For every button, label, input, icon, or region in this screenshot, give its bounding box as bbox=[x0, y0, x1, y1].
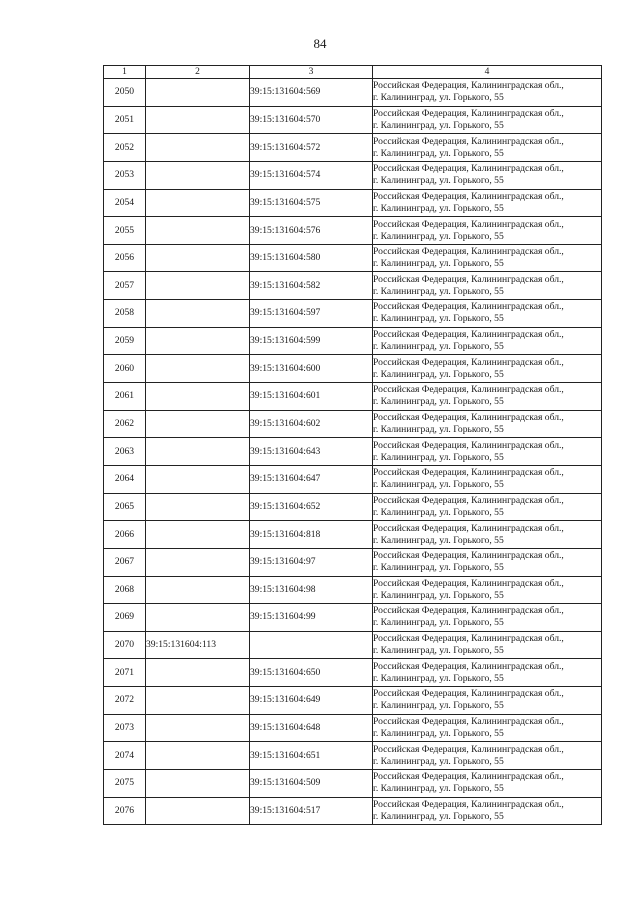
address-line-2: г. Калининград, ул. Горького, 55 bbox=[373, 506, 504, 518]
address-line-2: г. Калининград, ул. Горького, 55 bbox=[373, 562, 504, 574]
old-cadastral-number bbox=[146, 134, 250, 162]
address-line-2: г. Калининград, ул. Горького, 55 bbox=[373, 119, 504, 131]
table-row bbox=[104, 189, 602, 217]
row-number: 2061 bbox=[104, 383, 146, 411]
address-line-2: г. Калининград, ул. Горького, 55 bbox=[373, 202, 504, 214]
row-number: 2063 bbox=[104, 438, 146, 466]
address-cell bbox=[373, 604, 602, 632]
old-cadastral-number bbox=[146, 576, 250, 604]
address-line-1: Российская Федерация, Калининградская обл., bbox=[373, 688, 564, 700]
address-cell bbox=[373, 631, 602, 659]
cadastral-number: 39:15:131604:600 bbox=[250, 355, 373, 383]
address-line-1: Российская Федерация, Калининградская обл., bbox=[373, 246, 564, 258]
address-line-1: Российская Федерация, Калининградская обл., bbox=[373, 301, 564, 313]
cadastral-number: 39:15:131604:570 bbox=[250, 106, 373, 134]
address-cell bbox=[373, 438, 602, 466]
address-line-2: г. Калининград, ул. Горького, 55 bbox=[373, 424, 504, 435]
cadastral-number: 39:15:131604:601 bbox=[250, 383, 373, 411]
address-line-2: г. Калининград, ул. Горького, 55 bbox=[373, 534, 504, 546]
address-line-2: г. Калининград, ул. Горького, 55 bbox=[373, 672, 504, 684]
address-cell bbox=[373, 659, 602, 687]
old-cadastral-number bbox=[146, 189, 250, 217]
table-row bbox=[104, 79, 602, 107]
address-cell bbox=[373, 355, 602, 383]
row-number: 2058 bbox=[104, 300, 146, 328]
cadastral-number bbox=[250, 631, 373, 659]
address-line-1: Российская Федерация, Калининградская обл., bbox=[373, 107, 564, 119]
table-row bbox=[104, 355, 602, 383]
old-cadastral-number bbox=[146, 355, 250, 383]
address-line-2: г. Калининград, ул. Горького, 55 bbox=[373, 258, 504, 270]
table-row bbox=[104, 134, 602, 162]
address-line-1: Российская Федерация, Калининградская обл., bbox=[373, 384, 564, 396]
address-line-1: Российская Федерация, Калининградская обл., bbox=[373, 135, 564, 147]
address-line-2: г. Калининград, ул. Горького, 55 bbox=[373, 617, 504, 629]
row-number: 2073 bbox=[104, 714, 146, 742]
address-cell bbox=[373, 79, 602, 107]
column-header-4: 4 bbox=[373, 66, 602, 79]
cadastral-number: 39:15:131604:647 bbox=[250, 465, 373, 493]
table-row bbox=[104, 742, 602, 770]
old-cadastral-number bbox=[146, 272, 250, 300]
old-cadastral-number bbox=[146, 410, 250, 438]
old-cadastral-number bbox=[146, 797, 250, 825]
old-cadastral-number bbox=[146, 300, 250, 328]
address-line-1: Российская Федерация, Калининградская обл., bbox=[373, 550, 564, 562]
old-cadastral-number bbox=[146, 383, 250, 411]
row-number: 2066 bbox=[104, 521, 146, 549]
old-cadastral-number bbox=[146, 161, 250, 189]
address-line-1: Российская Федерация, Калининградская обл., bbox=[373, 163, 564, 175]
table-row bbox=[104, 576, 602, 604]
old-cadastral-number bbox=[146, 659, 250, 687]
address-line-2: г. Калининград, ул. Горького, 55 bbox=[373, 810, 504, 822]
cadastral-number: 39:15:131604:643 bbox=[250, 438, 373, 466]
header-row bbox=[104, 66, 602, 79]
old-cadastral-number bbox=[146, 548, 250, 576]
address-cell bbox=[373, 217, 602, 245]
row-number: 2075 bbox=[104, 770, 146, 798]
cadastral-number: 39:15:131604:574 bbox=[250, 161, 373, 189]
address-line-1: Российская Федерация, Калининградская обл., bbox=[373, 80, 564, 92]
table-row bbox=[104, 327, 602, 355]
row-number: 2076 bbox=[104, 797, 146, 825]
table-row bbox=[104, 410, 602, 438]
cadastral-number: 39:15:131604:575 bbox=[250, 189, 373, 217]
cadastral-number: 39:15:131604:99 bbox=[250, 604, 373, 632]
cadastral-number: 39:15:131604:597 bbox=[250, 300, 373, 328]
address-line-1: Российская Федерация, Калининградская обл., bbox=[373, 743, 564, 755]
cadastral-number: 39:15:131604:599 bbox=[250, 327, 373, 355]
cadastral-number: 39:15:131604:97 bbox=[250, 548, 373, 576]
address-line-1: Российская Федерация, Калининградская обл., bbox=[373, 439, 564, 451]
row-number: 2064 bbox=[104, 465, 146, 493]
address-cell bbox=[373, 161, 602, 189]
address-cell bbox=[373, 493, 602, 521]
row-number: 2057 bbox=[104, 272, 146, 300]
address-line-1: Российская Федерация, Калининградская обл., bbox=[373, 218, 564, 230]
row-number: 2067 bbox=[104, 548, 146, 576]
cadastral-number: 39:15:131604:651 bbox=[250, 742, 373, 770]
table-row bbox=[104, 659, 602, 687]
address-line-2: г. Калининград, ул. Горького, 55 bbox=[373, 368, 504, 380]
column-header-1: 1 bbox=[104, 66, 146, 79]
row-number: 2050 bbox=[104, 79, 146, 107]
old-cadastral-number: 39:15:131604:113 bbox=[146, 631, 250, 659]
table-row bbox=[104, 493, 602, 521]
row-number: 2056 bbox=[104, 244, 146, 272]
row-number: 2069 bbox=[104, 604, 146, 632]
address-line-1: Российская Федерация, Калининградская обл., bbox=[373, 356, 564, 368]
address-line-2: г. Калининград, ул. Горького, 55 bbox=[373, 589, 504, 601]
old-cadastral-number bbox=[146, 438, 250, 466]
address-cell bbox=[373, 742, 602, 770]
table-row bbox=[104, 770, 602, 798]
cadastral-number: 39:15:131604:517 bbox=[250, 797, 373, 825]
table-row bbox=[104, 438, 602, 466]
address-cell bbox=[373, 244, 602, 272]
address-cell bbox=[373, 521, 602, 549]
row-number: 2054 bbox=[104, 189, 146, 217]
old-cadastral-number bbox=[146, 714, 250, 742]
cadastral-number: 39:15:131604:580 bbox=[250, 244, 373, 272]
address-line-2: г. Калининград, ул. Горького, 55 bbox=[373, 451, 504, 463]
registry-table bbox=[103, 65, 602, 825]
cadastral-number: 39:15:131604:509 bbox=[250, 770, 373, 798]
old-cadastral-number bbox=[146, 79, 250, 107]
address-line-2: г. Калининград, ул. Горького, 55 bbox=[373, 755, 504, 767]
cadastral-number: 39:15:131604:818 bbox=[250, 521, 373, 549]
row-number: 2053 bbox=[104, 161, 146, 189]
row-number: 2072 bbox=[104, 687, 146, 715]
address-cell bbox=[373, 714, 602, 742]
old-cadastral-number bbox=[146, 493, 250, 521]
old-cadastral-number bbox=[146, 244, 250, 272]
address-line-1: Российская Федерация, Калининградская обл., bbox=[373, 660, 564, 672]
column-header-2: 2 bbox=[146, 66, 250, 79]
address-cell bbox=[373, 383, 602, 411]
address-cell bbox=[373, 106, 602, 134]
address-line-1: Российская Федерация, Калининградская обл., bbox=[373, 190, 564, 202]
table-row bbox=[104, 244, 602, 272]
cadastral-number: 39:15:131604:582 bbox=[250, 272, 373, 300]
old-cadastral-number bbox=[146, 687, 250, 715]
cadastral-number: 39:15:131604:649 bbox=[250, 687, 373, 715]
address-cell bbox=[373, 272, 602, 300]
address-line-2: г. Калининград, ул. Горького, 55 bbox=[373, 728, 504, 740]
old-cadastral-number bbox=[146, 465, 250, 493]
address-line-2: г. Калининград, ул. Горького, 55 bbox=[373, 645, 504, 657]
address-line-1: Российская Федерация, Калининградская обл., bbox=[373, 605, 564, 617]
address-line-2: г. Калининград, ул. Горького, 55 bbox=[373, 341, 504, 353]
old-cadastral-number bbox=[146, 327, 250, 355]
address-line-1: Российская Федерация, Калининградская обл., bbox=[373, 494, 564, 506]
address-cell bbox=[373, 548, 602, 576]
table-row bbox=[104, 161, 602, 189]
row-number: 2060 bbox=[104, 355, 146, 383]
address-line-2: г. Калининград, ул. Горького, 55 bbox=[373, 230, 504, 242]
address-cell bbox=[373, 327, 602, 355]
old-cadastral-number bbox=[146, 604, 250, 632]
address-line-2: г. Калининград, ул. Горького, 55 bbox=[373, 313, 504, 325]
table-row bbox=[104, 797, 602, 825]
row-number: 2070 bbox=[104, 631, 146, 659]
old-cadastral-number bbox=[146, 770, 250, 798]
cadastral-number: 39:15:131604:98 bbox=[250, 576, 373, 604]
address-cell bbox=[373, 134, 602, 162]
row-number: 2059 bbox=[104, 327, 146, 355]
table-body bbox=[104, 79, 602, 825]
table-row bbox=[104, 521, 602, 549]
address-line-2: г. Калининград, ул. Горького, 55 bbox=[373, 92, 504, 104]
table-row bbox=[104, 631, 602, 659]
table-row bbox=[104, 106, 602, 134]
cadastral-number: 39:15:131604:648 bbox=[250, 714, 373, 742]
row-number: 2068 bbox=[104, 576, 146, 604]
address-line-2: г. Калининград, ул. Горького, 55 bbox=[373, 700, 504, 712]
cadastral-number: 39:15:131604:650 bbox=[250, 659, 373, 687]
row-number: 2062 bbox=[104, 410, 146, 438]
old-cadastral-number bbox=[146, 521, 250, 549]
table-row bbox=[104, 604, 602, 632]
address-cell bbox=[373, 189, 602, 217]
address-cell bbox=[373, 797, 602, 825]
address-line-1: Российская Федерация, Калининградская обл., bbox=[373, 577, 564, 589]
address-line-1: Российская Федерация, Калининградская обл., bbox=[373, 798, 564, 810]
table-row bbox=[104, 272, 602, 300]
address-line-1: Российская Федерация, Калининградская обл., bbox=[373, 329, 564, 341]
address-line-2: г. Калининград, ул. Горького, 55 bbox=[373, 175, 504, 187]
cadastral-number: 39:15:131604:572 bbox=[250, 134, 373, 162]
old-cadastral-number bbox=[146, 106, 250, 134]
row-number: 2074 bbox=[104, 742, 146, 770]
table-row bbox=[104, 465, 602, 493]
address-cell bbox=[373, 410, 602, 438]
address-line-2: г. Калининград, ул. Горького, 55 bbox=[373, 285, 504, 297]
cadastral-number: 39:15:131604:576 bbox=[250, 217, 373, 245]
old-cadastral-number bbox=[146, 217, 250, 245]
old-cadastral-number bbox=[146, 742, 250, 770]
address-cell bbox=[373, 770, 602, 798]
cadastral-number: 39:15:131604:569 bbox=[250, 79, 373, 107]
address-line-1: Российская Федерация, Калининградская обл., bbox=[373, 467, 564, 479]
row-number: 2055 bbox=[104, 217, 146, 245]
table-row bbox=[104, 548, 602, 576]
table-row bbox=[104, 714, 602, 742]
address-line-2: г. Калининград, ул. Горького, 55 bbox=[373, 783, 504, 795]
address-line-1: Российская Федерация, Калининградская обл., bbox=[373, 522, 564, 534]
table-row bbox=[104, 687, 602, 715]
row-number: 2065 bbox=[104, 493, 146, 521]
address-line-1: Российская Федерация, Калининградская обл., bbox=[373, 716, 564, 728]
address-line-1: Российская Федерация, Калининградская обл., bbox=[373, 273, 564, 285]
page-number: 84 bbox=[313, 36, 327, 51]
table-row bbox=[104, 300, 602, 328]
address-line-2: г. Калининград, ул. Горького, 55 bbox=[373, 396, 504, 408]
address-line-1: Российская Федерация, Калининградская обл., bbox=[373, 771, 564, 783]
row-number: 2052 bbox=[104, 134, 146, 162]
address-line-2: г. Калининград, ул. Горького, 55 bbox=[373, 479, 504, 491]
address-line-1: Российская Федерация, Калининградская обл., bbox=[373, 633, 564, 645]
address-line-2: г. Калининград, ул. Горького, 55 bbox=[373, 147, 504, 159]
row-number: 2071 bbox=[104, 659, 146, 687]
table-row bbox=[104, 383, 602, 411]
table-row bbox=[104, 217, 602, 245]
address-cell bbox=[373, 576, 602, 604]
cadastral-number: 39:15:131604:652 bbox=[250, 493, 373, 521]
address-line-1: Российская Федерация, Калининградская обл., bbox=[373, 412, 564, 423]
column-header-3: 3 bbox=[250, 66, 373, 79]
address-cell bbox=[373, 300, 602, 328]
address-cell bbox=[373, 687, 602, 715]
row-number: 2051 bbox=[104, 106, 146, 134]
address-cell bbox=[373, 465, 602, 493]
cadastral-number: 39:15:131604:602 bbox=[250, 410, 373, 438]
